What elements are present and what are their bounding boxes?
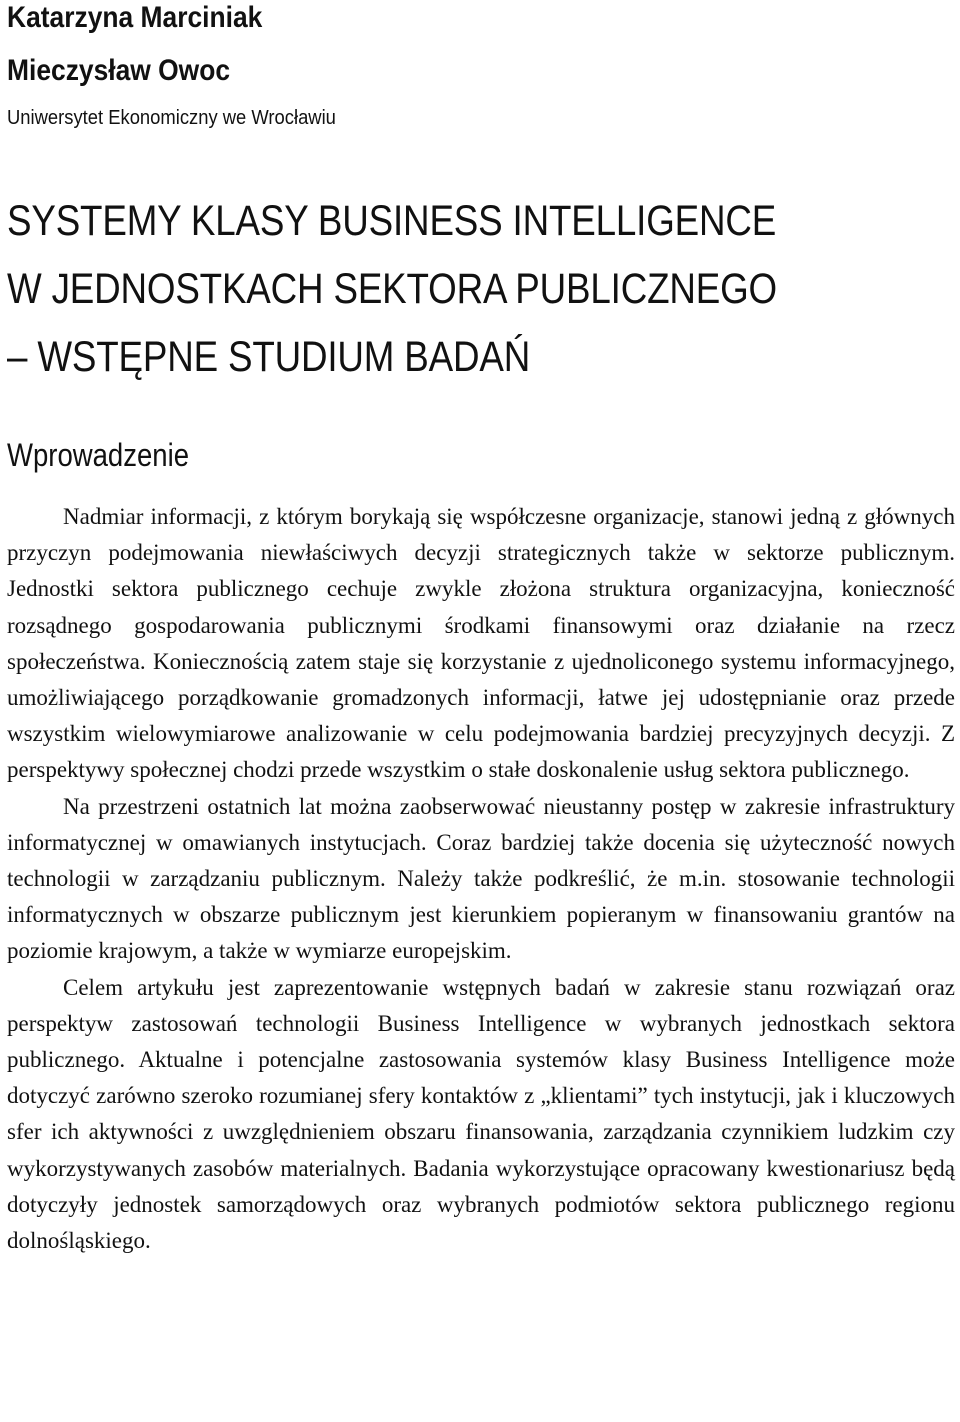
body-paragraph-2: Na przestrzeni ostatnich lat można zaobserwować nieustanny postęp w zakresie infrastruktury informatycznej w omawianych instytucjach. Coraz bardziej także docenia się użyteczność nowych technologii w zarządzaniu publicznym. Należy także podkreślić, że m.in. stosowanie technologii informatycznych w obszarze publicznym jest kierunkiem popieranym w finansowaniu grantów na poziomie krajowym, a także w wymiarze europejskim. xyxy=(7,793,955,964)
article-title-line-3: – WSTĘPNE STUDIUM BADAŃ xyxy=(7,333,531,381)
author-affiliation: Uniwersytet Ekonomiczny we Wrocławiu xyxy=(7,107,336,129)
article-body xyxy=(7,499,955,1259)
body-paragraph-3: Celem artykułu jest zaprezentowanie wstępnych badań w zakresie stanu rozwiązań oraz perspektyw zastosowań technologii Business Intelligence w wybranych jednostkach sektora publicznego. Aktualne i potencjalne zastosowania systemów klasy Business Intelligence może dotyczyć zarówno szeroko rozumianej sfery kontaktów z „klientami” tych instytucji, jak i kluczowych sfer ich aktywności z uwzględnieniem obszaru finansowania, zarządzania czynnikiem ludzkim czy wykorzystywanych zasobów materialnych. Badania wykorzystujące opracowany kwestionariusz będą dotyczyły jednostek samorządowych oraz wybranych podmiotów sektora publicznego regionu dolnośląskiego. xyxy=(7,974,955,1254)
body-paragraph-1: Nadmiar informacji, z którym borykają się współczesne organizacje, stanowi jedną z głównych przyczyn podejmowania niewłaściwych decyzji strategicznych także w sektorze publicznym. Jednostki sektora publicznego cechuje zwykle złożona struktura organizacyjna, konieczność rozsądnego gospodarowania publicznymi środkami finansowymi oraz działanie na rzecz społeczeństwa. Koniecznością zatem staje się korzystanie z ujednoliconego systemu informacyjnego, umożliwiającego porządkowanie gromadzonych informacji, łatwe jej udostępnianie oraz przede wszystkim wielowymiarowe analizowanie w celu podejmowania bardziej precyzyjnych decyzji. Z perspektywy społecznej chodzi przede wszystkim o stałe doskonalenie usług sektora publicznego. xyxy=(7,504,955,783)
author-name-2: Mieczysław Owoc xyxy=(7,54,231,87)
article-title-line-2: W JEDNOSTKACH SEKTORA PUBLICZNEGO xyxy=(7,265,777,313)
document-page xyxy=(7,0,955,1259)
author-name-1: Katarzyna Marciniak xyxy=(7,1,263,34)
section-heading-introduction: Wprowadzenie xyxy=(7,437,190,473)
article-title xyxy=(7,187,818,391)
article-title-line-1: SYSTEMY KLASY BUSINESS INTELLIGENCE xyxy=(7,197,777,245)
